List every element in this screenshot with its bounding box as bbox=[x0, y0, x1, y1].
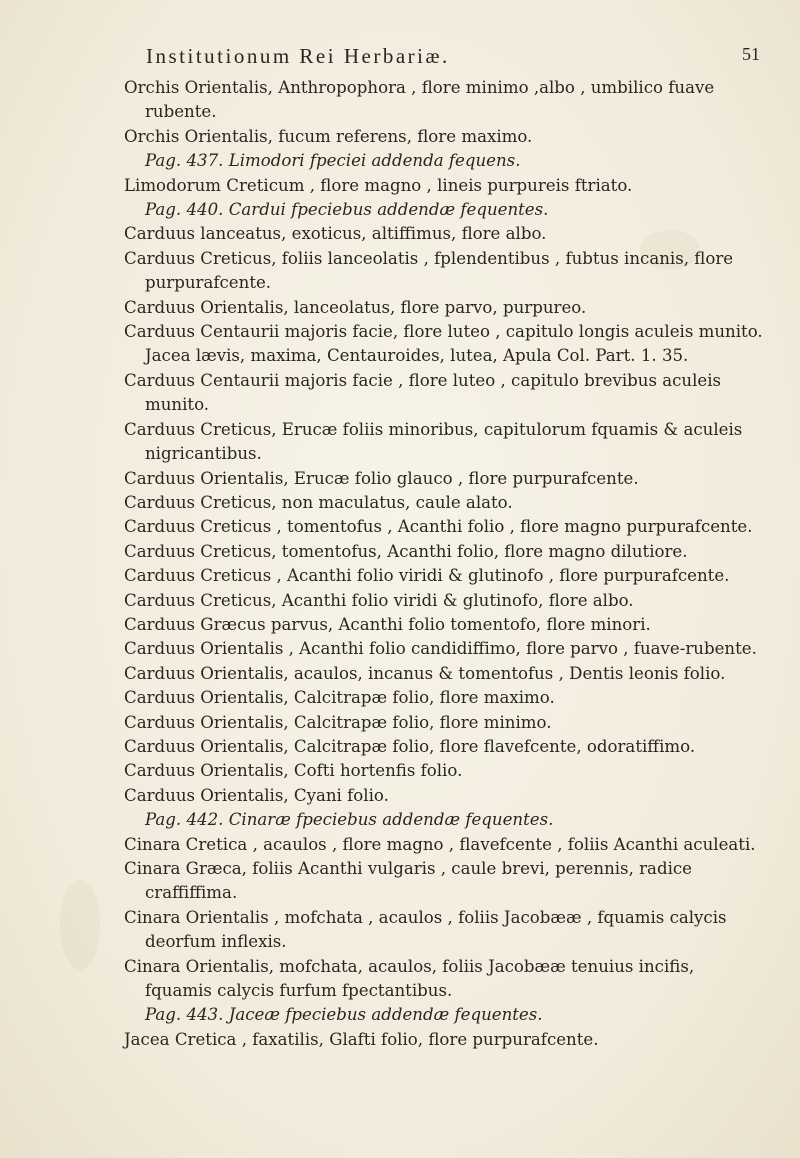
list-item: Carduus Creticus, foliis lanceolatis , fplendentibus , fubtus incanis, flore purpurafcente. bbox=[124, 248, 734, 293]
list-item: Carduus Centaurii majoris facie, flore luteo , capitulo longis aculeis munito. Jacea lævis, maxima, Centauroides, lutea, Apula Col. Part. 1. 35. bbox=[124, 322, 763, 366]
page-number: 51 bbox=[742, 44, 760, 64]
entry-list bbox=[124, 76, 764, 1052]
list-item: Carduus Orientalis, Erucæ folio glauco , flore purpurafcente. bbox=[124, 468, 639, 488]
list-item: Carduus Orientalis, acaulos, incanus & tomentofus , Dentis leonis folio. bbox=[124, 663, 726, 683]
list-item: Orchis Orientalis, Anthropophora , flore minimo ,albo , umbilico fuave rubente. bbox=[124, 78, 715, 122]
list-item: Cinara Græca, foliis Acanthi vulgaris , caule brevi, perennis, radice craffiffima. bbox=[124, 859, 692, 903]
list-item: Limodorum Creticum , flore magno , lineis purpureis ftriato. bbox=[124, 175, 633, 195]
list-item: Orchis Orientalis, fucum referens, flore maximo. bbox=[124, 126, 533, 146]
list-item: Carduus Creticus, non maculatus, caule alato. bbox=[124, 492, 513, 512]
section-heading: Pag. 440. Cardui fpeciebus addendæ fequentes. bbox=[145, 200, 549, 220]
list-item: Carduus Creticus, Erucæ foliis minoribus, capitulorum fquamis & aculeis nigricantibus. bbox=[124, 419, 743, 464]
page-content bbox=[124, 38, 764, 1052]
list-item: Carduus Græcus parvus, Acanthi folio tomentofo, flore minori. bbox=[124, 614, 651, 634]
list-item: Carduus Orientalis, Cyani folio. bbox=[124, 785, 389, 805]
running-head-title: Institutionum Rei Herbariæ. bbox=[146, 44, 450, 68]
running-head bbox=[124, 38, 764, 68]
list-item: Cinara Orientalis , mofchata , acaulos , foliis Jacobææ , fquamis calycis deorfum inflexis. bbox=[124, 907, 727, 952]
list-item: Carduus Orientalis , Acanthi folio candidiffimo, flore parvo , fuave-rubente. bbox=[124, 639, 757, 659]
list-item: Carduus Orientalis, Calcitrapæ folio, flore maximo. bbox=[124, 688, 555, 708]
section-heading: Pag. 443. Jaceæ fpeciebus addendæ fequentes. bbox=[145, 1005, 543, 1025]
section-heading: Pag. 442. Cinaræ fpeciebus addendæ fequentes. bbox=[145, 810, 554, 830]
list-item: Carduus Centaurii majoris facie , flore luteo , capitulo brevibus aculeis munito. bbox=[124, 370, 722, 415]
paper-stain bbox=[60, 880, 100, 970]
list-item: Cinara Cretica , acaulos , flore magno , flavefcente , foliis Acanthi aculeati. bbox=[124, 834, 756, 854]
list-item: Carduus Orientalis, Cofti hortenfis folio. bbox=[124, 761, 463, 781]
list-item: Carduus Orientalis, Calcitrapæ folio, flore flavefcente, odoratiffimo. bbox=[124, 736, 696, 756]
list-item: Carduus Creticus, tomentofus, Acanthi folio, flore magno dilutiore. bbox=[124, 541, 688, 561]
section-heading: Pag. 437. Limodori fpeciei addenda fequens. bbox=[145, 151, 521, 171]
list-item: Carduus lanceatus, exoticus, altiffimus, flore albo. bbox=[124, 224, 547, 244]
list-item: Carduus Orientalis, lanceolatus, flore parvo, purpureo. bbox=[124, 297, 587, 317]
list-item: Cinara Orientalis, mofchata, acaulos, foliis Jacobææ tenuius incifis, fquamis calycis furfum fpectantibus. bbox=[124, 956, 695, 1001]
list-item: Jacea Cretica , faxatilis, Glafti folio, flore purpurafcente. bbox=[124, 1029, 599, 1049]
list-item: Carduus Creticus , Acanthi folio viridi & glutinofo , flore purpurafcente. bbox=[124, 566, 730, 586]
list-item: Carduus Orientalis, Calcitrapæ folio, flore minimo. bbox=[124, 712, 552, 732]
list-item: Carduus Creticus, Acanthi folio viridi & glutinofo, flore albo. bbox=[124, 590, 634, 610]
list-item: Carduus Creticus , tomentofus , Acanthi folio , flore magno purpurafcente. bbox=[124, 517, 753, 537]
